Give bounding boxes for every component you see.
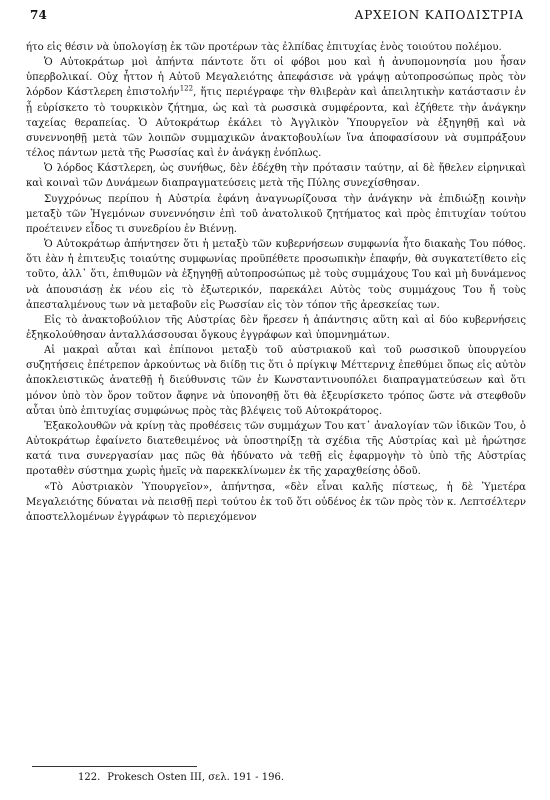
paragraph: «Τὸ Αὐστριακὸν Ὑπουργεῖον», ἀπήντησα, «δὲν εἶναι καλῆς πίστεως, ἡ δὲ Ὑμετέρα Μεγαλειότης δύναται νὰ πεισθῇ περὶ τούτου ἐκ τοῦ ὅτι οὐδένος ἐκ τῶν πρὸς τὸν κ. Λεπτσέλτερν ἀποστελλομένων ἐγγράφων τὸ περιεχόμενον — [26, 481, 526, 523]
paragraph: Αἱ μακραὶ αὗται καὶ ἐπίπονοι μεταξὺ τοῦ αὐστριακοῦ καὶ τοῦ ρωσσικοῦ ὑπουργείου συζητήσεις ἐπέτρεπον ἀρκούντως νὰ διίδῃ τις ὅτι ὁ πρίγκιψ Μέττερνιχ ἐπεθύμει ὅπως εἰς αὐτὸν ἀποκλειστικῶς ἀνατεθῇ ἡ διεύθυνσις τῶν ἐν Κωνσταντινουπόλει διαπραγματεύσεων καὶ ὅτι μόνον ὑπὸ τὸν ὅρον τοῦτον ἄφηνε νὰ ὑπονοηθῇ ὅτι θὰ ἐξευρίσκετο τρόπος ὥστε νὰ στεφθοῦν αὗται ὑπὸ ἐπιτυχίας συμφώνως πρὸς τὰς βλέψεις τοῦ Αὐτοκράτορος. — [26, 345, 526, 417]
paragraph: ήτο εἰς θέσιν νὰ ὑπολογίσῃ ἐκ τῶν προτέρων τὰς ἐλπίδας ἐπιτυχίας ἑνὸς τοιούτου πολέμου. — [26, 42, 502, 53]
footnote-separator — [32, 766, 197, 767]
main-text — [26, 40, 526, 525]
footnote — [78, 771, 284, 784]
paragraph-text-after-note: , ἥτις περιέγραφε τὴν θλιβερὰν καὶ ἀπειλητικὴν κατάστασιν ἐν ᾗ εὑρίσκετο τὸ τουρκικὸν ζήτημα, ὡς καὶ τὰ ρωσσικὰ συμφέροντα, καὶ ἐζήθετε τὴν ἀνάγκην ταχείας θεραπείας. Ὁ Αὐτοκράτωρ ἐκάλει τὸ Ἀγγλικὸν Ὑπουργεῖον νὰ ἐξηγηθῇ καὶ νὰ συνεννοηθῇ μετὰ τῶν λοιπῶν συμμαχικῶν ἀνακτοβουλίων ἵνα ἀποφασίσουν νὰ συμπράξουν τέλος πάντων μετὰ τῆς Ρωσσίας καὶ ἐν ἀνάγκῃ ἐνόπλως. — [26, 87, 526, 160]
paragraph-text-before-note: Ὁ Αὐτοκράτωρ μοὶ ἀπήντα πάντοτε ὅτι οἱ φόβοι μου καὶ ἡ ἀνυπομονησία μου ἦσαν ὑπερβολικαί. Οὐχ ἧττον ἡ Αὐτοῦ Μεγαλειότης ἀπεφάσισε νὰ γράψῃ αὐτοπροσώπως πρὸς τὸν λόρδον Κάστλερεη ἐπιστολήν — [26, 57, 526, 99]
paragraph: Ὁ λόρδος Κάστλερεη, ὡς συνήθως, δὲν ἐδέχθη τὴν πρότασιν ταύτην, αἱ δὲ ἤθελεν εἰρηνικαὶ καὶ κοιναὶ τῶν Δυνάμεων διαπραγματεύσεις μετὰ τῆς Πύλης συνεχίσθησαν. — [26, 163, 526, 190]
paragraph: Συγχρόνως περίπου ἡ Αὐστρία ἐφάνη ἀναγνωρίζουσα τὴν ἀνάγκην νὰ ἐπιδιώξῃ κοινὴν μεταξὺ τῶν Ἡγεμόνων συνεννόησιν ἐπὶ τοῦ ἀνατολικοῦ ζητήματος καὶ πρὸς ἐπιτυχίαν τούτου προέτεινεν εἶδος τι συνεδρίου ἐν Βιέννῃ. — [26, 193, 526, 235]
document-page — [26, 8, 526, 794]
paragraph: Ὁ Αὐτοκράτωρ ἀπήντησεν ὅτι ἡ μεταξὺ τῶν κυβερνήσεων συμφωνία ἦτο διακαὴς Του πόθος. ὅτι ἐὰν ἡ ἐπιτευξις τοιαύτης συμφωνίας προϋπέθετε προσωπικὴν ἐπαφήν, θὰ συγκατετίθετο εἰς τοῦτο, ἀλλ᾽ ὅτι, ἐπιθυμῶν νὰ ἐξηγηθῇ αὐτοπροσώπως μὲ τοὺς συμμάχους Του καὶ μὴ δυνάμενος νὰ ἀπουσιάσῃ ἐκ νέου εἰς τὸ ἐξωτερικόν, παρεκάλει Αὐτὸς τοὺς συμμάχους Του ἤ τοὺς ἀπεσταλμένους των νὰ μεταβοῦν εἰς Ρωσσίαν εἰς τὸν τόπον τῆς ἀρεσκείας των. — [26, 239, 526, 311]
paragraph: Ἐξακολουθῶν νὰ κρίνῃ τὰς προθέσεις τῶν συμμάχων Του κατ᾽ ἀναλογίαν τῶν ἰδικῶν Του, ὁ Αὐτοκράτωρ ἐφαίνετο διατεθειμένος νὰ ὑποστηρίξῃ τὰ σχέδια τῆς Αὐστρίας καὶ μὲ ἠρώτησε κατά τινα συνεργασίαν μας πῶς θὰ ἠδύνατο νὰ τεθῇ εἰς ἐφαρμογὴν τὸ ὑπὸ τῆς Αὐστρίας προταθὲν σύστημα χωρὶς ἡμεῖς νὰ παρεκκλίνωμεν ἐκ τῆς χαραχθείσης ὁδοῦ. — [26, 420, 526, 478]
footnote-number: 122. — [78, 772, 101, 783]
page-number: 74 — [30, 8, 48, 22]
footnote-text: Prokesch Osten III, σελ. 191 - 196. — [107, 772, 285, 783]
running-head: ΑΡΧΕΙΟΝ ΚΑΠΟΔΙΣΤΡΙΑ — [354, 8, 524, 22]
paragraph: Εἰς τὸ ἀνακτοβούλιον τῆς Αὐστρίας δὲν ἤρεσεν ἡ ἀπάντησις αὕτη καὶ αἱ δύο κυβερνήσεις ἐξηκολούθησαν ἀνταλλάσσουσαι ὄγκους ἐγγράφων καὶ ὑπομνημάτων. — [26, 314, 526, 341]
paragraph — [26, 55, 526, 161]
footnote-reference: 122 — [179, 85, 194, 94]
page-header — [26, 8, 526, 28]
